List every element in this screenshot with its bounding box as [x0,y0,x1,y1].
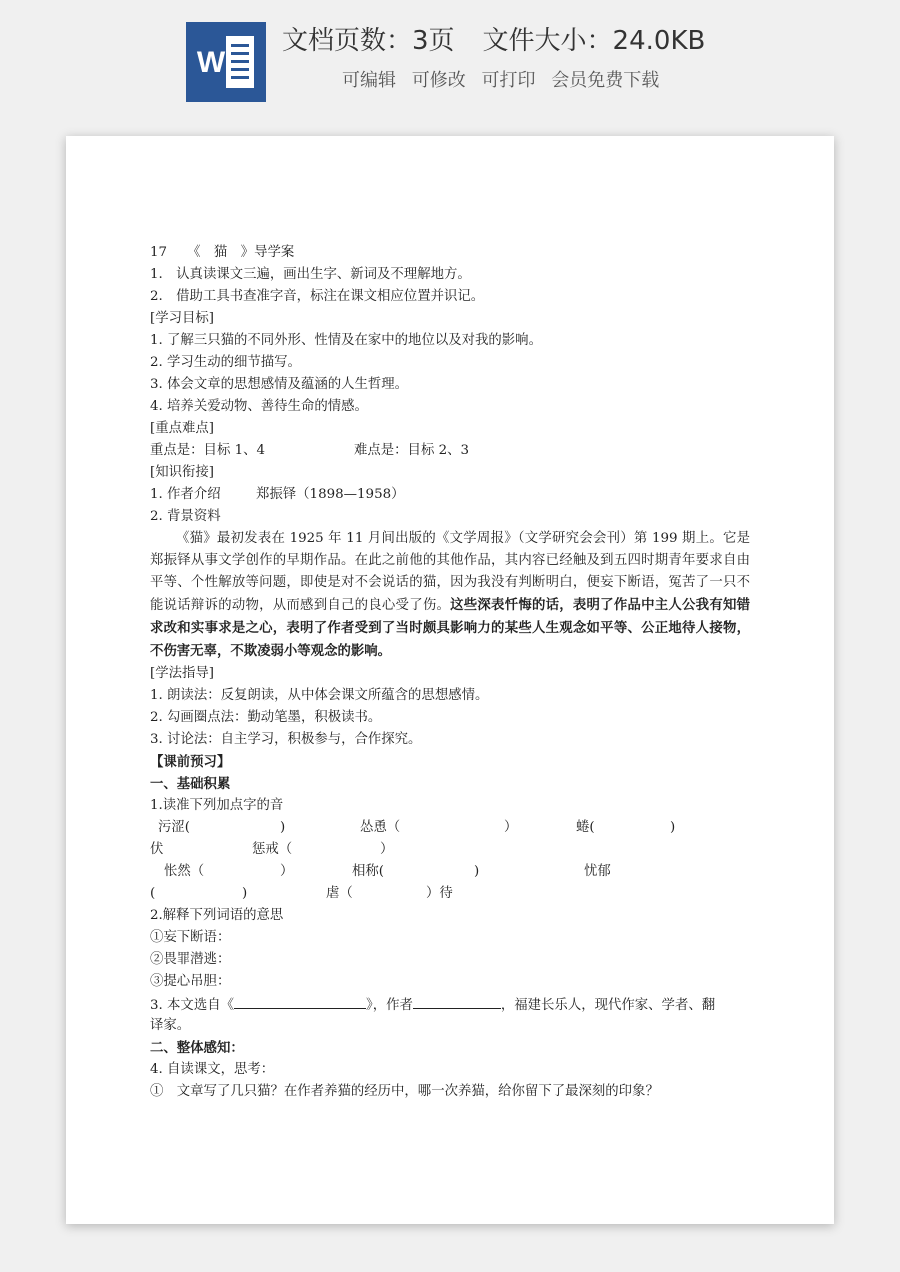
pinyin-close: ）待 [426,886,453,901]
method-item: 2. 勾画圈点法：勤动笔墨，积极读书。 [150,710,382,725]
question-2: 2.解释下列词语的意思 [150,908,284,923]
background-label: 2. 背景资料 [150,509,221,524]
basics-heading: 一、基础积累 [150,776,231,792]
background-paragraph [150,528,750,663]
question-4: 4. 自读课文，思考： [150,1062,275,1077]
question-3-part: 》，作者 [366,998,413,1013]
word-document-icon [186,22,266,102]
feature-list [342,66,669,92]
feature-editable: 可编辑 [342,70,396,91]
file-size: 文件大小：24.0KB [482,26,706,56]
key-heading: [重点难点] [150,421,215,436]
author-blank[interactable] [413,993,501,1009]
preview-heading: 【课前预习】 [150,754,231,770]
background-emphasis: 这些深表忏悔的话，表明了作品中主人公我有知错求改和实事求是之心，表明了作者受到了当时颇具影响力的某些人生观念如平等、公正地待人接物，不伤害无辜，不欺凌弱小等观念的影响。 [150,597,750,659]
download-banner [0,0,900,120]
question-3-cont: 译家。 [150,1018,191,1033]
method-heading: [学法指导] [150,666,215,681]
goal-item: 4. 培养关爱动物、善待生命的情感。 [150,399,368,414]
background-text: 《猫》最初发表在 1925 年 11 月间出版的《文学周报》（文学研究会会刊）第 199 期上。它是郑振铎从事文学创作的早期作品。在此之前他的其他作品，其内容已经触及到五四时期青年要求自由平等、个性解放等问题，即使是对不会说话的猫，因为我没有判断明白，便妄下断语，冤苦了一只不能说话辩诉的动物，从而感到自己的良心受了伤。 [150,531,750,613]
knowledge-heading: [知识衔接] [150,465,215,480]
intro-item: 1. 认真读课文三遍，画出生字、新词及不理解地方。 [150,267,471,282]
method-item: 3. 讨论法：自主学习，积极参与，合作探究。 [150,732,422,747]
document-body [150,242,750,1103]
document-page [66,136,834,1224]
pinyin-close: ) [474,864,480,879]
pinyin-close: ) [242,886,248,901]
pinyin-item: 怂恿（ [360,820,401,835]
pinyin-item: 伏 [150,842,164,857]
author-label: 1. 作者介绍 [150,487,221,502]
method-item: 1. 朗读法：反复朗读，从中体会课文所蕴含的思想感情。 [150,688,489,703]
key-row [150,440,750,462]
pinyin-close: ） [504,820,518,835]
question-4-item: ① 文章写了几只猫？在作者养猫的经历中，哪一次养猫，给你留下了最深刻的印象？ [150,1084,659,1099]
question-1: 1.读准下列加点字的音 [150,798,284,813]
pinyin-item: 相称( [352,864,385,879]
pinyin-close: ) [670,820,676,835]
author-value: 郑振铎（1898—1958） [256,487,405,502]
goal-item: 3. 体会文章的思想感情及蕴涵的人生哲理。 [150,377,409,392]
pinyin-item: 蜷( [576,820,595,835]
pinyin-row [150,861,750,883]
author-row [150,484,750,506]
word-item: ③提心吊胆： [150,974,231,989]
goal-item: 1. 了解三只猫的不同外形、性情及在家中的地位以及对我的影响。 [150,333,542,348]
source-blank[interactable] [234,993,366,1009]
pinyin-row [150,839,750,861]
difficulty-point: 难点是：目标 2、3 [354,443,470,458]
pinyin-item: 忧郁 [584,864,611,879]
key-point: 重点是：目标 1、4 [150,443,266,458]
word-item: ②畏罪潜逃： [150,952,231,967]
pinyin-row [150,883,750,905]
goals-heading: [学习目标] [150,311,215,326]
pinyin-row [150,817,750,839]
pinyin-open: ( [150,886,156,901]
overall-heading: 二、整体感知： [150,1040,244,1056]
pinyin-close: ） [280,864,294,879]
word-item: ①妄下断语： [150,930,231,945]
doc-title: 17 《 猫 》导学案 [150,245,295,260]
pinyin-item: 污涩( [158,820,191,835]
pinyin-close: ) [280,820,286,835]
feature-printable: 可打印 [481,70,536,91]
intro-item: 2. 借助工具书查准字音，标注在课文相应位置并识记。 [150,289,485,304]
feature-modifiable: 可修改 [411,70,466,91]
pinyin-close: ） [380,842,394,857]
feature-member-download: 会员免费下载 [551,70,660,91]
goal-item: 2. 学习生动的细节描写。 [150,355,301,370]
question-3-part: ，福建长乐人，现代作家、学者、翻 [500,998,716,1013]
pinyin-item: 虐（ [326,886,353,901]
question-3-part: 3. 本文选自《 [150,998,234,1013]
pinyin-item: 惩戒（ [252,842,293,857]
question-3 [150,993,750,1015]
pinyin-item: 怅然（ [164,864,205,879]
file-meta [282,20,705,57]
word-icon-letter: W [196,46,226,79]
page-count: 文档页数：3页 [282,26,455,56]
